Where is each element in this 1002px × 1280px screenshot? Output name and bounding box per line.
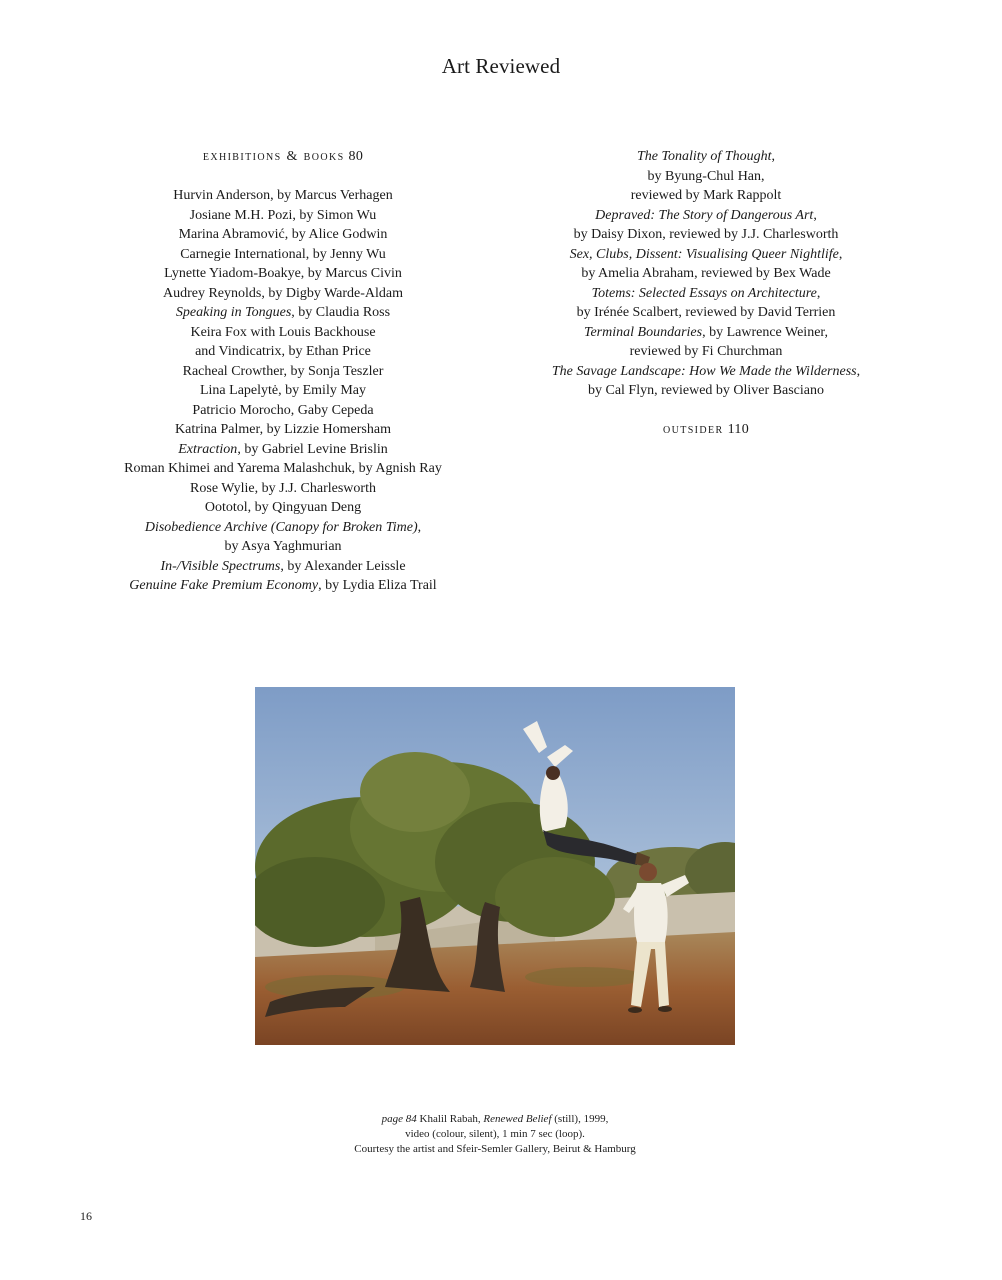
text-segment: reviewed by Mark Rappolt bbox=[630, 188, 782, 203]
book-review-line bbox=[526, 225, 886, 245]
italic-title: Renewed Belief bbox=[483, 1113, 552, 1125]
italic-title: The Tonality of Thought bbox=[637, 149, 772, 164]
text-segment: Khalil Rabah, bbox=[416, 1113, 484, 1125]
text-segment: , by Lydia Eliza Trail bbox=[318, 578, 437, 593]
review-entry-line bbox=[100, 518, 466, 538]
caption-line bbox=[0, 1142, 990, 1157]
italic-title: Sex, Clubs, Dissent: Visualising Queer Nightlife bbox=[569, 246, 839, 262]
text-segment: , by Lawrence Weiner, bbox=[702, 324, 829, 340]
review-entry-line bbox=[100, 401, 466, 421]
review-entry-line bbox=[100, 323, 466, 343]
text-segment: Racheal Crowther, by Sonja Teszler bbox=[182, 363, 384, 379]
contents-column-left bbox=[100, 147, 466, 596]
italic-title: Speaking in Tongues bbox=[175, 305, 292, 320]
text-segment: Josiane M.H. Pozi, by Simon Wu bbox=[189, 207, 377, 223]
text-segment: Hurvin Anderson, by Marcus Verhagen bbox=[173, 188, 393, 203]
image-caption bbox=[0, 1112, 990, 1157]
review-entry-line bbox=[100, 303, 466, 323]
italic-title: Terminal Boundaries bbox=[583, 324, 703, 340]
book-review-line bbox=[526, 323, 886, 343]
text-segment: Roman Khimei and Yarema Malashchuk, by Agnish Ray bbox=[124, 461, 442, 476]
review-entry-line bbox=[100, 440, 466, 460]
review-entry-line bbox=[100, 362, 466, 382]
caption-line bbox=[0, 1112, 990, 1127]
text-segment: by Byung-Chul Han, bbox=[647, 168, 765, 184]
text-segment: by Amelia Abraham, reviewed by Bex Wade bbox=[581, 266, 831, 281]
book-review-line bbox=[526, 147, 886, 167]
book-review-line bbox=[526, 303, 886, 323]
text-segment: and Vindicatrix, by Ethan Price bbox=[195, 344, 371, 359]
text-segment: , bbox=[856, 363, 861, 379]
review-entry-line bbox=[100, 557, 466, 577]
text-segment: Patricio Morocho, Gaby Cepeda bbox=[192, 402, 374, 418]
text-segment: , by Alexander Leissle bbox=[280, 558, 406, 574]
text-segment: Lynette Yiadom-Boakye, by Marcus Civin bbox=[164, 266, 402, 281]
text-segment: Rose Wylie, by J.J. Charlesworth bbox=[190, 480, 376, 496]
section-heading-label: exhibitions & books bbox=[202, 149, 345, 164]
book-review-line bbox=[526, 245, 886, 265]
review-entry-line bbox=[100, 245, 466, 265]
italic-title: Disobedience Archive (Canopy for Broken Time) bbox=[144, 519, 418, 535]
italic-title: page 84 bbox=[381, 1113, 417, 1125]
text-segment: Keira Fox with Louis Backhouse bbox=[190, 324, 376, 340]
review-entry-line bbox=[100, 381, 466, 401]
review-entry-line bbox=[100, 498, 466, 518]
text-segment: , by Claudia Ross bbox=[291, 305, 391, 320]
section-heading-page: 80 bbox=[348, 149, 364, 164]
text-segment: Lina Lapelytė, by Emily May bbox=[199, 383, 366, 398]
italic-title: Genuine Fake Premium Economy bbox=[129, 578, 319, 593]
italic-title: Extraction bbox=[178, 441, 238, 457]
text-segment: , bbox=[816, 285, 821, 301]
section-heading-page: 110 bbox=[727, 422, 750, 437]
book-review-line bbox=[526, 362, 886, 382]
book-review-line bbox=[526, 264, 886, 284]
section-heading-exhibitions bbox=[100, 147, 466, 167]
book-review-line bbox=[526, 342, 886, 362]
text-segment: Carnegie International, by Jenny Wu bbox=[180, 246, 386, 262]
text-segment: , bbox=[771, 149, 775, 164]
caption-line bbox=[0, 1127, 990, 1142]
text-segment: by Cal Flyn, reviewed by Oliver Basciano bbox=[587, 383, 824, 398]
book-review-line bbox=[526, 186, 886, 206]
review-entry-line bbox=[100, 576, 466, 596]
review-entry-line bbox=[100, 264, 466, 284]
italic-title: Totems: Selected Essays on Architecture bbox=[591, 285, 817, 301]
italic-title: Depraved: The Story of Dangerous Art bbox=[595, 207, 814, 223]
review-list bbox=[100, 186, 466, 596]
text-segment: Oototol, by Qingyuan Deng bbox=[204, 500, 362, 515]
text-segment: by Daisy Dixon, reviewed by J.J. Charlesworth bbox=[573, 227, 839, 242]
page-number: 16 bbox=[80, 1209, 92, 1223]
section-heading-outsider bbox=[526, 420, 886, 440]
text-segment: by Asya Yaghmurian bbox=[224, 539, 342, 554]
text-segment: , bbox=[813, 207, 817, 223]
text-segment: , bbox=[417, 519, 422, 535]
text-segment: , bbox=[838, 246, 843, 262]
book-review-line bbox=[526, 381, 886, 401]
review-entry-line bbox=[100, 284, 466, 304]
text-segment: Marina Abramović, by Alice Godwin bbox=[178, 227, 388, 242]
text-segment: (still), 1999, bbox=[551, 1113, 609, 1125]
review-entry-line bbox=[100, 479, 466, 499]
book-review-line bbox=[526, 206, 886, 226]
review-entry-line bbox=[100, 225, 466, 245]
contents-column-right bbox=[526, 147, 886, 440]
text-segment: reviewed by Fi Churchman bbox=[629, 344, 783, 359]
text-segment: , by Gabriel Levine Brislin bbox=[237, 441, 388, 457]
text-segment: Audrey Reynolds, by Digby Warde-Aldam bbox=[162, 285, 404, 301]
text-segment: Katrina Palmer, by Lizzie Homersham bbox=[175, 422, 391, 437]
review-entry-line bbox=[100, 420, 466, 440]
text-segment: video (colour, silent), 1 min 7 sec (loop). bbox=[405, 1128, 585, 1140]
italic-title: The Savage Landscape: How We Made the Wilderness bbox=[551, 363, 857, 379]
review-entry-line bbox=[100, 459, 466, 479]
review-entry-line bbox=[100, 186, 466, 206]
review-entry-line bbox=[100, 342, 466, 362]
artwork-still-image bbox=[255, 687, 735, 1045]
text-segment: by Irénée Scalbert, reviewed by David Terrien bbox=[576, 305, 836, 320]
page-title: Art Reviewed bbox=[441, 54, 561, 78]
book-review-list bbox=[526, 147, 886, 401]
section-heading-label: outsider bbox=[662, 422, 724, 437]
italic-title: In-/Visible Spectrums bbox=[160, 558, 281, 574]
book-review-line bbox=[526, 167, 886, 187]
review-entry-line bbox=[100, 206, 466, 226]
review-entry-line bbox=[100, 537, 466, 557]
text-segment: Courtesy the artist and Sfeir-Semler Gallery, Beirut & Hamburg bbox=[354, 1143, 636, 1155]
book-review-line bbox=[526, 284, 886, 304]
